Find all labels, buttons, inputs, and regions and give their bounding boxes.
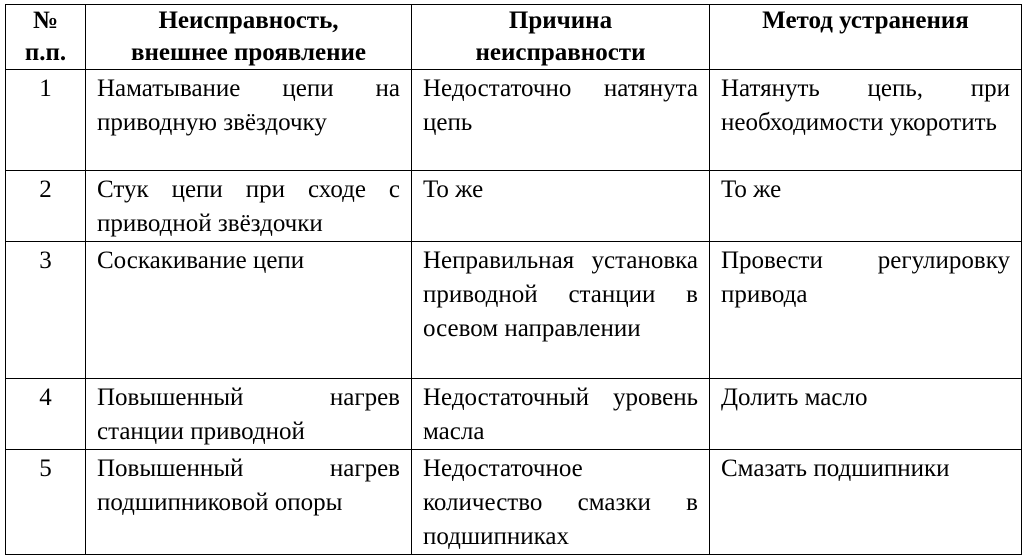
row-cause: То же	[412, 171, 710, 242]
row-cause: Недостаточно натянута цепь	[412, 70, 710, 171]
row-fault: Соскакивание цепи	[86, 242, 412, 379]
troubleshooting-table	[5, 4, 1022, 555]
row-cause: Неправильная установка приводной станции в осевом направлении	[412, 242, 710, 379]
row-method: То же	[710, 171, 1022, 242]
table-row	[6, 450, 1022, 555]
row-method: Натянуть цепь, при необходимости укоротить	[710, 70, 1022, 171]
row-fault: Наматывание цепи на приводную звёздочку	[86, 70, 412, 171]
header-cause: Причина неисправности	[412, 5, 710, 70]
row-num: 4	[6, 379, 86, 450]
row-num: 3	[6, 242, 86, 379]
row-method: Провести регулировку привода	[710, 242, 1022, 379]
row-num: 1	[6, 70, 86, 171]
table-row	[6, 171, 1022, 242]
header-method: Метод устранения	[710, 5, 1022, 70]
table-row	[6, 242, 1022, 379]
row-fault: Повышенный нагрев подшипниковой опоры	[86, 450, 412, 555]
table-row	[6, 379, 1022, 450]
header-row	[6, 5, 1022, 70]
row-method: Смазать подшипники	[710, 450, 1022, 555]
table-row	[6, 70, 1022, 171]
header-fault: Неисправность, внешнее проявление	[86, 5, 412, 70]
row-num: 5	[6, 450, 86, 555]
row-num: 2	[6, 171, 86, 242]
header-num: № п.п.	[6, 5, 86, 70]
row-fault: Повышенный нагрев станции приводной	[86, 379, 412, 450]
row-method: Долить масло	[710, 379, 1022, 450]
row-cause: Недостаточное количество смазки в подшипниках	[412, 450, 710, 555]
row-fault: Стук цепи при сходе с приводной звёздочки	[86, 171, 412, 242]
row-cause: Недостаточный уровень масла	[412, 379, 710, 450]
